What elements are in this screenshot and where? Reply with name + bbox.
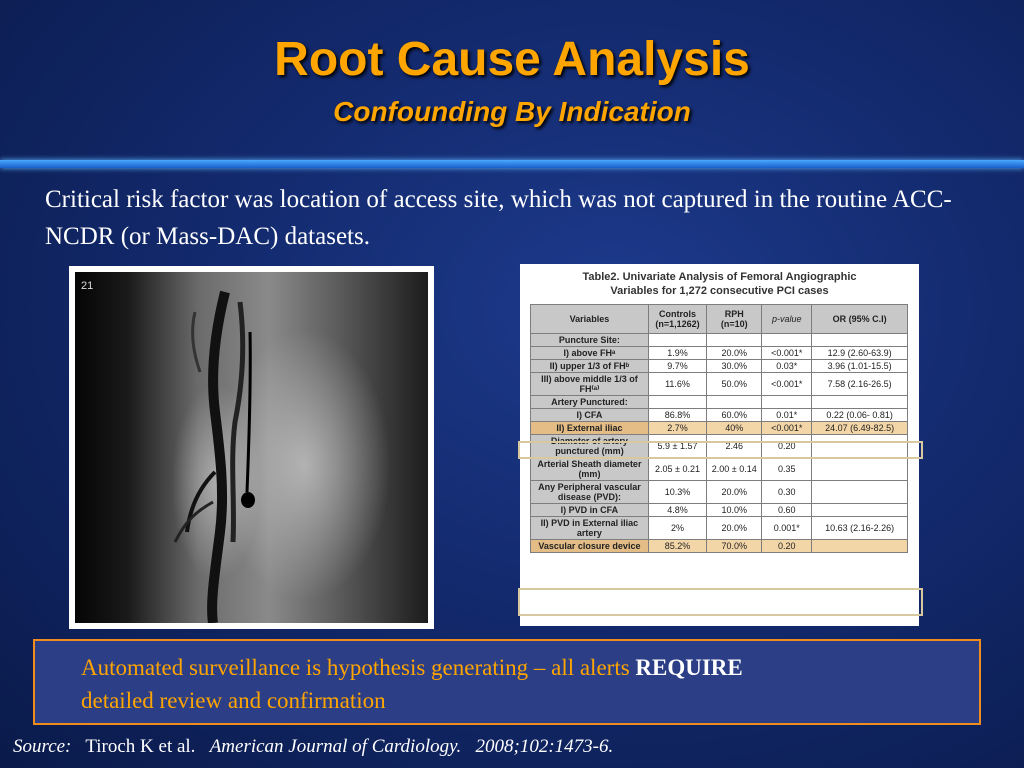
header-variables: Variables xyxy=(531,305,649,334)
cell-rph: 40% xyxy=(707,422,762,435)
table-row xyxy=(531,334,908,347)
cell-controls: 10.3% xyxy=(648,481,706,504)
table-row xyxy=(531,396,908,409)
table-row xyxy=(531,504,908,517)
cell-variable: II) External iliac xyxy=(531,422,649,435)
cell-variable: I) CFA xyxy=(531,409,649,422)
cell-controls: 2% xyxy=(648,517,706,540)
table-row xyxy=(531,422,908,435)
cell-rph: 30.0% xyxy=(707,360,762,373)
cell-pvalue: 0.20 xyxy=(762,435,812,458)
cell-controls: 11.6% xyxy=(648,373,706,396)
cell-or xyxy=(812,396,908,409)
cell-variable: Any Peripheral vascular disease (PVD): xyxy=(531,481,649,504)
cell-variable: Puncture Site: xyxy=(531,334,649,347)
cell-controls: 9.7% xyxy=(648,360,706,373)
cell-pvalue: 0.35 xyxy=(762,458,812,481)
univariate-table xyxy=(530,304,908,553)
cell-pvalue: <0.001* xyxy=(762,422,812,435)
cell-or: 0.22 (0.06- 0.81) xyxy=(812,409,908,422)
cell-rph: 20.0% xyxy=(707,347,762,360)
cell-rph: 70.0% xyxy=(707,540,762,553)
slide-title: Root Cause Analysis xyxy=(274,33,750,86)
cell-pvalue xyxy=(762,396,812,409)
source-year: 2008;102:1473-6. xyxy=(475,736,614,757)
cell-or: 12.9 (2.60-63.9) xyxy=(812,347,908,360)
header-pvalue: p-value xyxy=(762,305,812,334)
cell-variable: III) above middle 1/3 of FH⁽ᵃ⁾ xyxy=(531,373,649,396)
cell-controls: 2.7% xyxy=(648,422,706,435)
source-journal: American Journal of Cardiology. xyxy=(209,736,462,757)
cell-rph: 20.0% xyxy=(707,481,762,504)
cell-or xyxy=(812,481,908,504)
cell-or: 24.07 (6.49-82.5) xyxy=(812,422,908,435)
angiogram-frame-number: 21 xyxy=(81,280,94,292)
callout-text-main: Automated surveillance is hypothesis generating – all alerts xyxy=(81,655,636,680)
source-authors: Tiroch K et al. xyxy=(85,736,196,757)
slide-subtitle: Confounding By Indication xyxy=(333,96,691,127)
cell-or xyxy=(812,458,908,481)
table-caption-line1: Table2. Univariate Analysis of Femoral Angiographic xyxy=(582,271,857,283)
cell-variable: I) PVD in CFA xyxy=(531,504,649,517)
cell-or xyxy=(812,504,908,517)
table-row xyxy=(531,347,908,360)
vessel-drawing xyxy=(75,272,428,623)
cell-pvalue: 0.03* xyxy=(762,360,812,373)
cell-controls: 85.2% xyxy=(648,540,706,553)
cell-rph xyxy=(707,396,762,409)
cell-or xyxy=(812,435,908,458)
univariate-table-card xyxy=(520,264,919,626)
cell-variable: Diameter of artery punctured (mm) xyxy=(531,435,649,458)
cell-pvalue xyxy=(762,334,812,347)
cell-rph xyxy=(707,334,762,347)
body-text: Critical risk factor was location of access site, which was not captured in the routine ACC-NCDR (or Mass-DAC) datasets. xyxy=(45,186,952,250)
header-or: OR (95% C.I) xyxy=(812,305,908,334)
table-caption xyxy=(528,270,911,298)
callout-box xyxy=(33,639,981,725)
table-row xyxy=(531,409,908,422)
cell-controls: 4.8% xyxy=(648,504,706,517)
cell-variable: Vascular closure device xyxy=(531,540,649,553)
highlight-closure-device xyxy=(518,588,923,616)
cell-or xyxy=(812,334,908,347)
cell-pvalue: 0.20 xyxy=(762,540,812,553)
cell-pvalue: <0.001* xyxy=(762,373,812,396)
table-row xyxy=(531,360,908,373)
cell-variable: I) above FHᵃ xyxy=(531,347,649,360)
table-row xyxy=(531,373,908,396)
angiogram-image xyxy=(69,266,434,629)
cell-controls: 2.05 ± 0.21 xyxy=(648,458,706,481)
title-divider xyxy=(0,160,1024,168)
cell-variable: Artery Punctured: xyxy=(531,396,649,409)
cell-pvalue: <0.001* xyxy=(762,347,812,360)
cell-variable: II) PVD in External iliac artery xyxy=(531,517,649,540)
cell-or xyxy=(812,540,908,553)
cell-or: 7.58 (2.16-26.5) xyxy=(812,373,908,396)
callout-text-rest: detailed review and confirmation xyxy=(81,688,386,713)
source-citation xyxy=(13,734,1013,760)
cell-controls xyxy=(648,334,706,347)
callout-text xyxy=(81,651,941,717)
header-controls: Controls (n=1,1262) xyxy=(648,305,706,334)
source-label: Source: xyxy=(13,736,72,757)
cell-rph: 2.00 ± 0.14 xyxy=(707,458,762,481)
cell-or: 3.96 (1.01-15.5) xyxy=(812,360,908,373)
cell-rph: 10.0% xyxy=(707,504,762,517)
cell-rph: 50.0% xyxy=(707,373,762,396)
cell-or: 10.63 (2.16-2.26) xyxy=(812,517,908,540)
table-row xyxy=(531,435,908,458)
table-header-row xyxy=(531,305,908,334)
table-row xyxy=(531,458,908,481)
cell-variable: II) upper 1/3 of FHᵇ xyxy=(531,360,649,373)
table-caption-line2: Variables for 1,272 consecutive PCI cases xyxy=(610,285,829,297)
angiogram-picture xyxy=(75,272,428,623)
cell-variable: Arterial Sheath diameter (mm) xyxy=(531,458,649,481)
cell-pvalue: 0.30 xyxy=(762,481,812,504)
cell-controls xyxy=(648,396,706,409)
table-body xyxy=(531,334,908,553)
callout-emphasis: REQUIRE xyxy=(635,655,743,680)
cell-rph: 60.0% xyxy=(707,409,762,422)
cell-controls: 5.9 ± 1.57 xyxy=(648,435,706,458)
table-row xyxy=(531,540,908,553)
cell-controls: 86.8% xyxy=(648,409,706,422)
cell-pvalue: 0.01* xyxy=(762,409,812,422)
cell-rph: 20.0% xyxy=(707,517,762,540)
table-row xyxy=(531,481,908,504)
cell-pvalue: 0.60 xyxy=(762,504,812,517)
cell-rph: 2.46 xyxy=(707,435,762,458)
cell-controls: 1.9% xyxy=(648,347,706,360)
table-row xyxy=(531,517,908,540)
cell-pvalue: 0.001* xyxy=(762,517,812,540)
header-rph: RPH (n=10) xyxy=(707,305,762,334)
